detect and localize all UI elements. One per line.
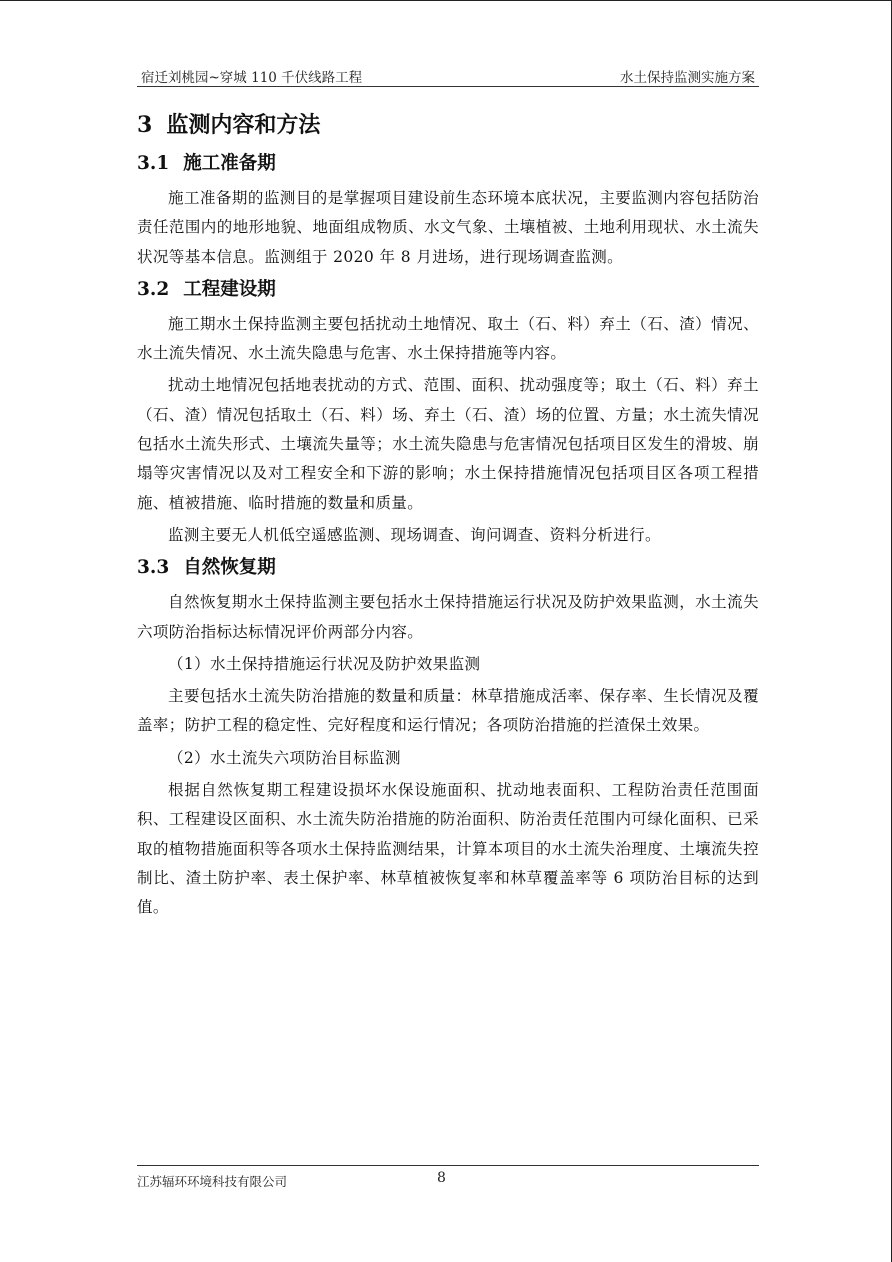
page-header <box>137 64 759 87</box>
paragraph: 施工准备期的监测目的是掌握项目建设前生态环境本底状况，主要监测内容包括防治责任范围内的地形地貌、地面组成物质、水文气象、土壤植被、土地利用现状、水土流失状况等基本信息。监测组于 2020 年 8 月进场，进行现场调查监测。 <box>137 189 759 266</box>
page-footer <box>137 1165 759 1196</box>
section-heading <box>137 554 759 588</box>
chapter-title: 监测内容和方法 <box>166 112 321 138</box>
section-number: 3.2 <box>137 278 170 300</box>
page-number: 8 <box>437 1170 446 1186</box>
section-title: 施工准备期 <box>183 153 276 174</box>
section-heading <box>137 150 759 184</box>
section-number: 3.3 <box>137 557 170 579</box>
paragraph: 根据自然恢复期工程建设损坏水保设施面积、扰动地表面积、工程防治责任范围面积、工程建设区面积、水土流失防治措施的防治面积、防治责任范围内可绿化面积、已采取的植物措施面积等各项水土保持监测结果，计算本项目的水土流失治理度、土壤流失控制比、渣土防护率、表土保护率、林草植被恢复率和林草覆盖率等 6 项防治目标的达到值。 <box>137 781 759 917</box>
paragraph: 监测主要无人机低空遥感监测、现场调查、询问调查、资料分析进行。 <box>168 525 661 544</box>
section-number: 3.1 <box>137 153 170 174</box>
page-border-top <box>0 0 892 1</box>
paragraph: 主要包括水土流失防治措施的数量和质量：林草措施成活率、保存率、生长情况及覆盖率；防护工程的稳定性、完好程度和运行情况；各项防治措施的拦渣保土效果。 <box>137 687 759 735</box>
page-content <box>137 108 759 923</box>
header-project-name: 宿迁刘桃园~穿城 110 千伏线路工程 <box>141 70 363 86</box>
subheading: （2）水土流失六项防治目标监测 <box>168 748 401 767</box>
section-title: 自然恢复期 <box>183 557 276 579</box>
paragraph: 施工期水土保持监测主要包括扰动土地情况、取土（石、料）弃土（石、渣）情况、水土流失情况、水土流失隐患与危害、水土保持措施等内容。 <box>137 314 759 363</box>
chapter-heading <box>137 108 759 146</box>
section-title: 工程建设期 <box>183 278 276 300</box>
footer-company: 江苏辐环环境科技有限公司 <box>137 1174 288 1189</box>
section-heading <box>137 276 759 310</box>
chapter-number: 3 <box>137 112 153 138</box>
header-document-title: 水土保持监测实施方案 <box>620 70 755 86</box>
subheading: （1）水土保持措施运行状况及防护效果监测 <box>168 654 481 673</box>
paragraph: 扰动土地情况包括地表扰动的方式、范围、面积、扰动强度等；取土（石、料）弃土（石、渣）情况包括取土（石、料）场、弃土（石、渣）场的位置、方量；水土流失情况包括水土流失形式、土壤流失量等；水土流失隐患与危害情况包括项目区发生的滑坡、崩塌等灾害情况以及对工程安全和下游的影响；水土保持措施情况包括项目区各项工程措施、植被措施、临时措施的数量和质量。 <box>137 376 759 512</box>
paragraph: 自然恢复期水土保持监测主要包括水土保持措施运行状况及防护效果监测，水土流失六项防治指标达标情况评价两部分内容。 <box>137 593 759 641</box>
